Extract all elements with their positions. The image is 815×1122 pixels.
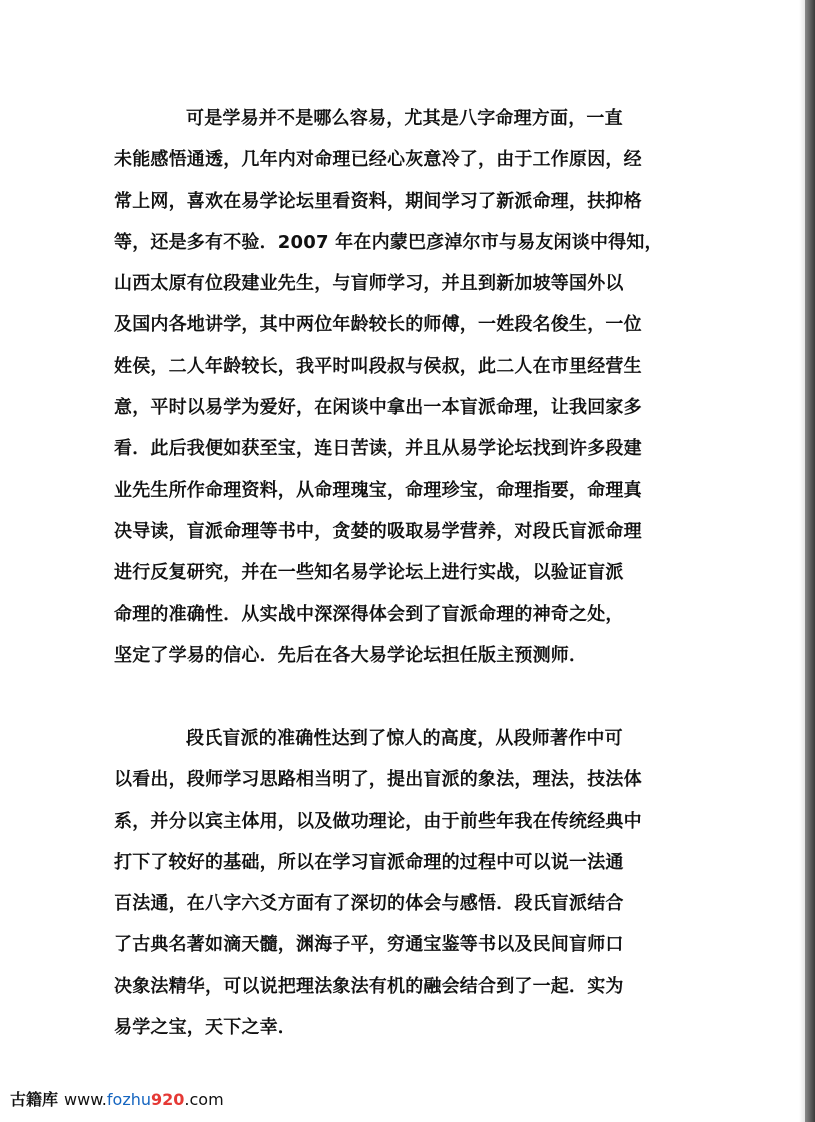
paragraph-2-line: 以看出，段师学习思路相当明了，提出盲派的象法，理法，技法体 [114,769,642,791]
site-name: 古籍库 [10,1090,59,1109]
url-prefix: www. [64,1090,107,1109]
paragraph-1-line: 等，还是多有不验．2007 年在内蒙巴彦淖尔市与易友闲谈中得知， [114,231,663,253]
paragraph-2-line: 段氏盲派的准确性达到了惊人的高度，从段师著作中可 [186,728,623,749]
site-url[interactable] [64,1090,224,1109]
paragraph-1-line: 命理的准确性．从实战中深深得体会到了盲派命理的神奇之处， [114,603,624,625]
paragraph-1-line: 看．此后我便如获至宝，连日苦读，并且从易学论坛找到许多段建 [114,438,642,460]
paragraph-2-line: 决象法精华，可以说把理法象法有机的融会结合到了一起．实为 [114,975,624,997]
paragraph-2-line: 了古典名著如滴天髓，渊海子平，穷通宝鉴等书以及民间盲师口 [114,934,624,956]
url-brand: fozhu [106,1090,151,1109]
paragraph-1-line: 及国内各地讲学，其中两位年龄较长的师傅，一姓段名俊生，一位 [114,314,642,336]
paragraph-2-line: 打下了较好的基础，所以在学习盲派命理的过程中可以说一法通 [114,851,624,873]
paragraph-1-line: 进行反复研究，并在一些知名易学论坛上进行实战，以验证盲派 [114,562,624,584]
paragraph-1-line: 业先生所作命理资料，从命理瑰宝，命理珍宝，命理指要，命理真 [114,479,642,501]
paragraph-1-line: 坚定了学易的信心．先后在各大易学论坛担任版主预测师． [114,644,588,666]
url-digits: 920 [151,1090,185,1109]
paragraph-1 [114,98,686,676]
paragraph-1-line: 决导读，盲派命理等书中，贪婪的吸取易学营养，对段氏盲派命理 [114,520,642,542]
paragraph-1-line: 意，平时以易学为爱好，在闲谈中拿出一本盲派命理，让我回家多 [114,397,642,419]
paragraph-2-line: 易学之宝，天下之幸． [114,1017,296,1039]
url-suffix: .com [184,1090,224,1109]
paragraph-2-line: 系，并分以宾主体用，以及做功理论，由于前些年我在传统经典中 [114,810,642,832]
page-edge [805,0,815,1122]
watermark-footer [10,1088,224,1112]
paragraph-1-line: 姓侯，二人年龄较长，我平时叫段叔与侯叔，此二人在市里经营生 [114,355,642,377]
paragraph-1-line: 山西太原有位段建业先生，与盲师学习，并且到新加坡等国外以 [114,273,624,295]
paragraph-1-line: 未能感悟通透，几年内对命理已经心灰意冷了，由于工作原因，经 [114,149,642,171]
paragraph-1-line: 常上网，喜欢在易学论坛里看资料，期间学习了新派命理，扶抑格 [114,190,642,212]
paragraph-2-line: 百法通，在八字六爻方面有了深切的体会与感悟．段氏盲派结合 [114,893,624,915]
paragraph-2 [114,718,686,1048]
paragraph-1-line: 可是学易并不是哪么容易，尤其是八字命理方面，一直 [186,108,623,129]
